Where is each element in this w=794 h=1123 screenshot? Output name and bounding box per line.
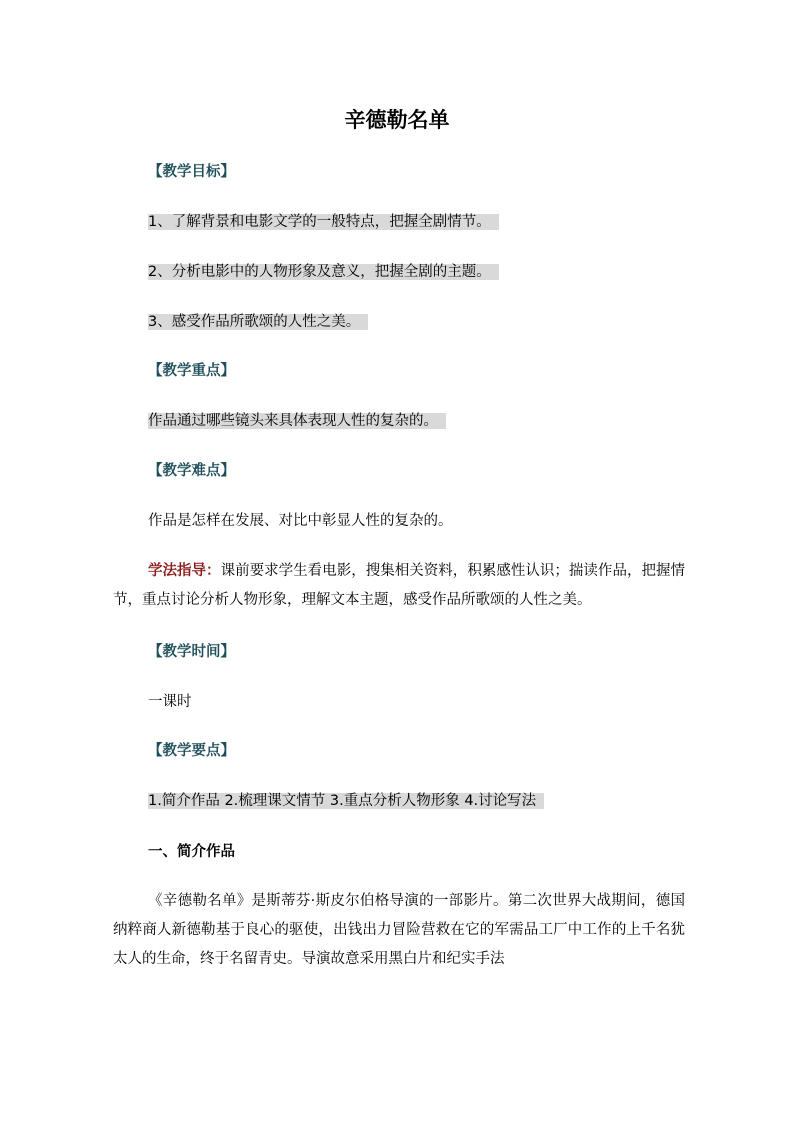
difficulties-text: 作品是怎样在发展、对比中彰显人性的复杂的。 bbox=[148, 513, 453, 529]
section-one-paragraph: 《辛德勒名单》是斯蒂芬·斯皮尔伯格导演的一部影片。第二次世界大战期间，德国纳粹商人新德勒基于良心的驱使，出钱出力冒险营救在它的军需品工厂中工作的上千名犹太人的生命，终于名留青史。导演故意采用黑白片和纪实手法 bbox=[113, 893, 685, 967]
objective-item-1 bbox=[148, 211, 499, 233]
essentials-heading: 【教学要点】 bbox=[148, 743, 235, 759]
objective-item-3 bbox=[148, 311, 368, 333]
section-one-heading: 一、简介作品 bbox=[148, 844, 235, 860]
objective-item-2 bbox=[148, 261, 499, 283]
essentials-text: 1.简介作品 2.梳理课文情节 3.重点分析人物形象 4.讨论写法 bbox=[148, 793, 544, 809]
method-label: 学法指导： bbox=[148, 563, 221, 579]
essentials-line bbox=[148, 790, 544, 812]
objective-item-3-text: 3、感受作品所歌颂的人性之美。 bbox=[148, 314, 368, 330]
key-points-line bbox=[148, 410, 446, 432]
key-points-heading: 【教学重点】 bbox=[148, 363, 235, 379]
key-points-text: 作品通过哪些镜头来具体表现人性的复杂的。 bbox=[148, 413, 446, 429]
document-title: 辛德勒名单 bbox=[344, 108, 450, 132]
method-text: 课前要求学生看电影，搜集相关资料，积累感性认识；揣读作品，把握情节，重点讨论分析人物形象，理解文本主题，感受作品所歌颂的人性之美。 bbox=[113, 563, 686, 608]
time-text: 一课时 bbox=[148, 694, 192, 710]
difficulties-heading: 【教学难点】 bbox=[148, 463, 235, 479]
time-heading: 【教学时间】 bbox=[148, 644, 235, 660]
objective-item-2-text: 2、分析电影中的人物形象及意义，把握全剧的主题。 bbox=[148, 264, 499, 280]
method-paragraph bbox=[113, 557, 685, 615]
objectives-heading: 【教学目标】 bbox=[148, 164, 235, 180]
objective-item-1-text: 1、了解背景和电影文学的一般特点，把握全剧情节。 bbox=[148, 214, 499, 230]
